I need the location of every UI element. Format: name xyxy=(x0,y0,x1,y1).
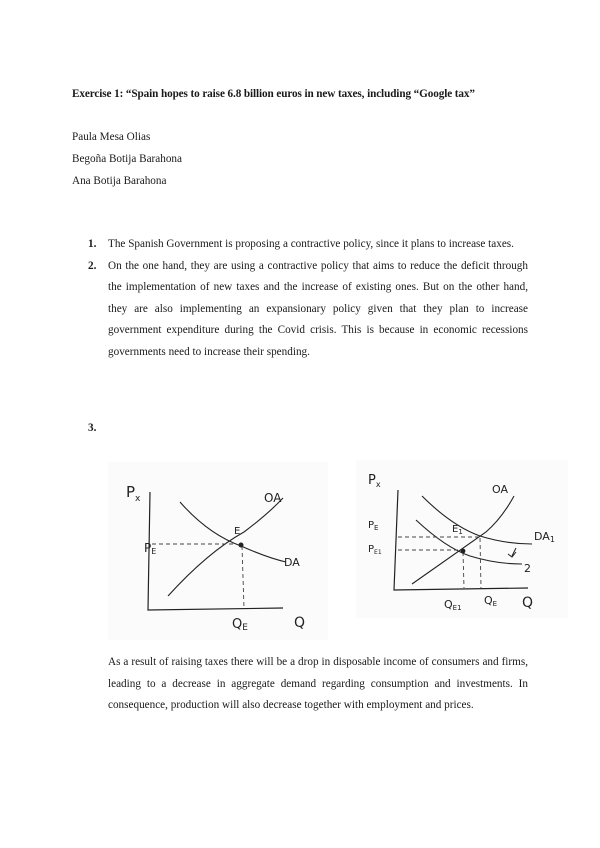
author-name: Paula Mesa Olias xyxy=(72,131,151,143)
supply-label: OA xyxy=(492,483,508,496)
question-list xyxy=(88,234,528,364)
price-low-label: $P_{E1}$ xyxy=(368,544,382,556)
y-axis-label: $P_x$ xyxy=(368,473,381,489)
graph-shift-svg xyxy=(356,460,568,618)
y-axis-label: $P_x$ xyxy=(126,483,141,504)
quantity-low-label: QE1 xyxy=(444,598,462,612)
question-number: 1. xyxy=(88,238,97,250)
question-item xyxy=(88,234,528,256)
question-answer: On the one hand, they are using a contractive policy that aims to reduce the deficit through the implementation of new taxes and the increase of existing ones. But on the other hand, they are also implementing an expansionary policy given that they plan to increase government expenditure during the Covid crisis. This is because in economic recessions governments need to increase their spending. xyxy=(108,259,528,358)
equilibrium-label: $E_1$ xyxy=(452,524,463,536)
graph-initial-svg xyxy=(108,462,328,640)
x-axis-label: Q xyxy=(522,595,534,611)
demand-label: DA1 xyxy=(534,530,555,544)
graph-background xyxy=(108,462,328,640)
equilibrium-point xyxy=(239,543,244,548)
new-equilibrium-point xyxy=(461,549,466,554)
quantity-high-label: QE xyxy=(484,594,498,608)
author-name: Begoña Botija Barahona xyxy=(72,153,182,165)
price-high-label: $P_E$ xyxy=(368,520,379,532)
price-label: PE xyxy=(144,541,157,556)
question-number: 3. xyxy=(88,422,97,434)
question-number: 2. xyxy=(88,259,97,272)
question-item xyxy=(88,256,528,364)
quantity-label: QE xyxy=(232,617,248,633)
equilibrium-label: E xyxy=(234,526,241,537)
supply-label: OA xyxy=(264,491,282,505)
demand-label: DA xyxy=(284,556,300,569)
supply-demand-graph-initial xyxy=(108,462,328,640)
x-axis-label: Q xyxy=(294,615,306,631)
supply-demand-graph-shift xyxy=(356,460,568,618)
new-demand-label: 2 xyxy=(524,562,531,575)
answer-3-paragraph: As a result of raising taxes there will be a drop in disposable income of consumers and firms, leading to a decrease in aggregate demand regarding consumption and investments. In consequence, production will also decrease together with employment and prices. xyxy=(108,656,528,712)
author-name: Ana Botija Barahona xyxy=(72,175,167,187)
exercise-title: Exercise 1: “Spain hopes to raise 6.8 billion euros in new taxes, including “Google tax” xyxy=(72,88,475,100)
question-answer: The Spanish Government is proposing a contractive policy, since it plans to increase taxes. xyxy=(108,238,514,250)
author-list xyxy=(72,126,182,192)
